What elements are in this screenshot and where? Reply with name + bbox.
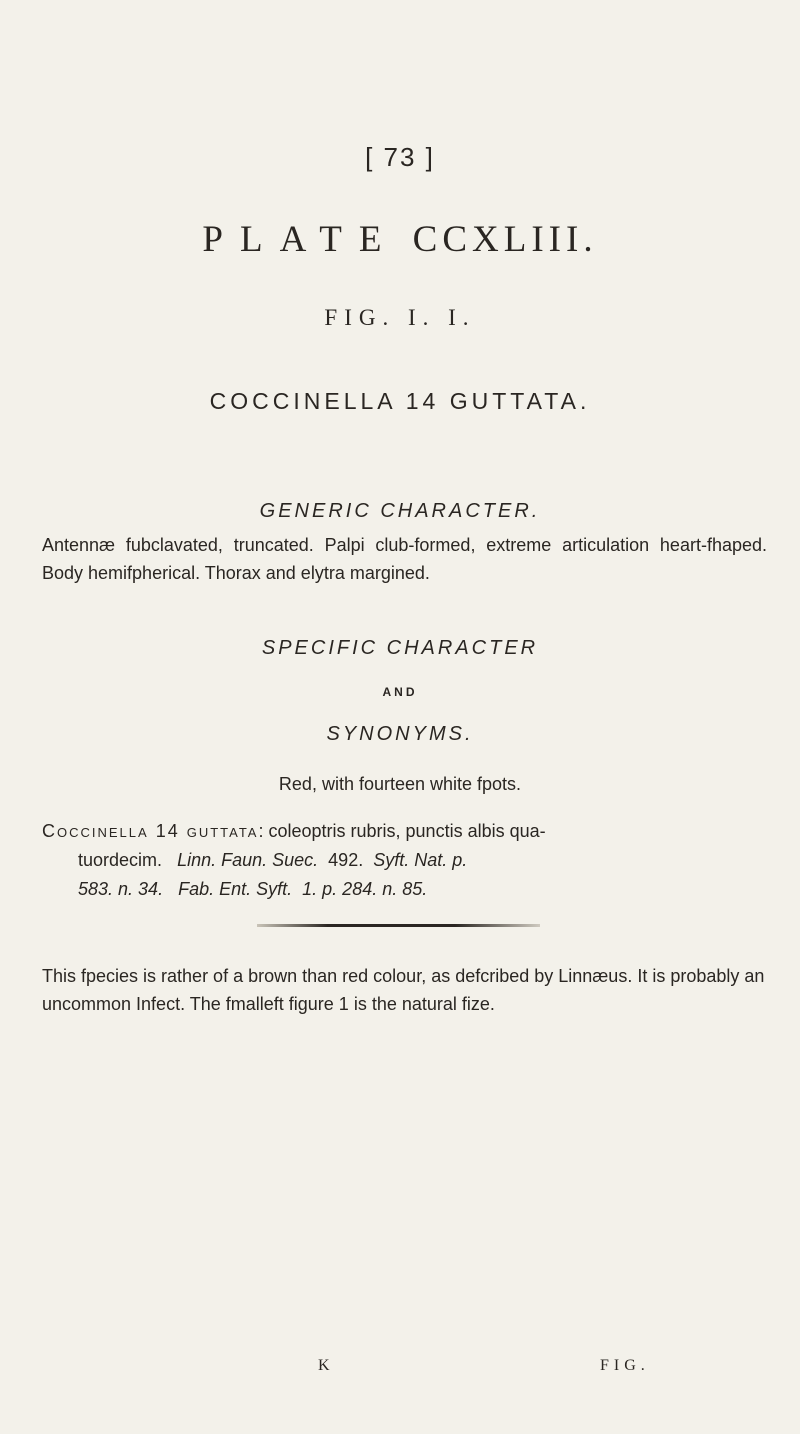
synonymy-line-2	[42, 846, 767, 875]
generic-character-text: Antennæ fubclavated, truncated. Palpi club-formed, extreme articulation heart-fhaped. Body hemifpherical. Thorax and elytra margined.	[42, 535, 767, 583]
specific-character-heading: SPECIFIC CHARACTER	[261, 637, 539, 659]
reference-number: 492.	[328, 850, 364, 870]
figure-label: FIG. I. I.	[324, 305, 476, 330]
page-number: [ 73 ]	[365, 142, 435, 172]
synonymy-description: : coleoptris rubris, punctis albis qua-	[258, 821, 546, 841]
section-divider	[257, 924, 540, 927]
synonymy-line-3	[42, 875, 767, 904]
synonymy-text: tuordecim.	[78, 850, 163, 870]
reference-linnaeus-fauna: Linn. Faun. Suec.	[177, 850, 319, 870]
generic-character-heading: GENERIC CHARACTER.	[259, 500, 541, 522]
signature-mark: K	[318, 1357, 330, 1374]
species-heading: COCCINELLA 14 GUTTATA.	[209, 388, 591, 414]
short-description: Red, with fourteen white fpots.	[278, 774, 522, 794]
synonyms-heading: SYNONYMS.	[326, 723, 474, 745]
plate-title	[0, 218, 800, 261]
plate-word: PLATE	[202, 219, 399, 260]
reference-systema: Syft. Nat. p.	[373, 850, 468, 870]
reference-fabricius-location: 1. p. 284. n. 85.	[302, 879, 428, 899]
reference-location: 583. n. 34.	[78, 879, 164, 899]
and-word: AND	[382, 685, 418, 699]
catchword: FIG.	[600, 1357, 650, 1374]
description-text: This fpecies is rather of a brown than red colour, as defcribed by Linnæus. It is probably an uncommon Infect. The fmalleft figure 1 is the natural fize.	[42, 966, 765, 1014]
plate-numeral: CCXLIII.	[412, 219, 598, 260]
reference-fabricius: Fab. Ent. Syft.	[178, 879, 293, 899]
synonymy-line-1	[42, 817, 767, 846]
species-name: Coccinella 14 guttata	[42, 821, 259, 841]
synonymy-entry	[42, 817, 767, 904]
